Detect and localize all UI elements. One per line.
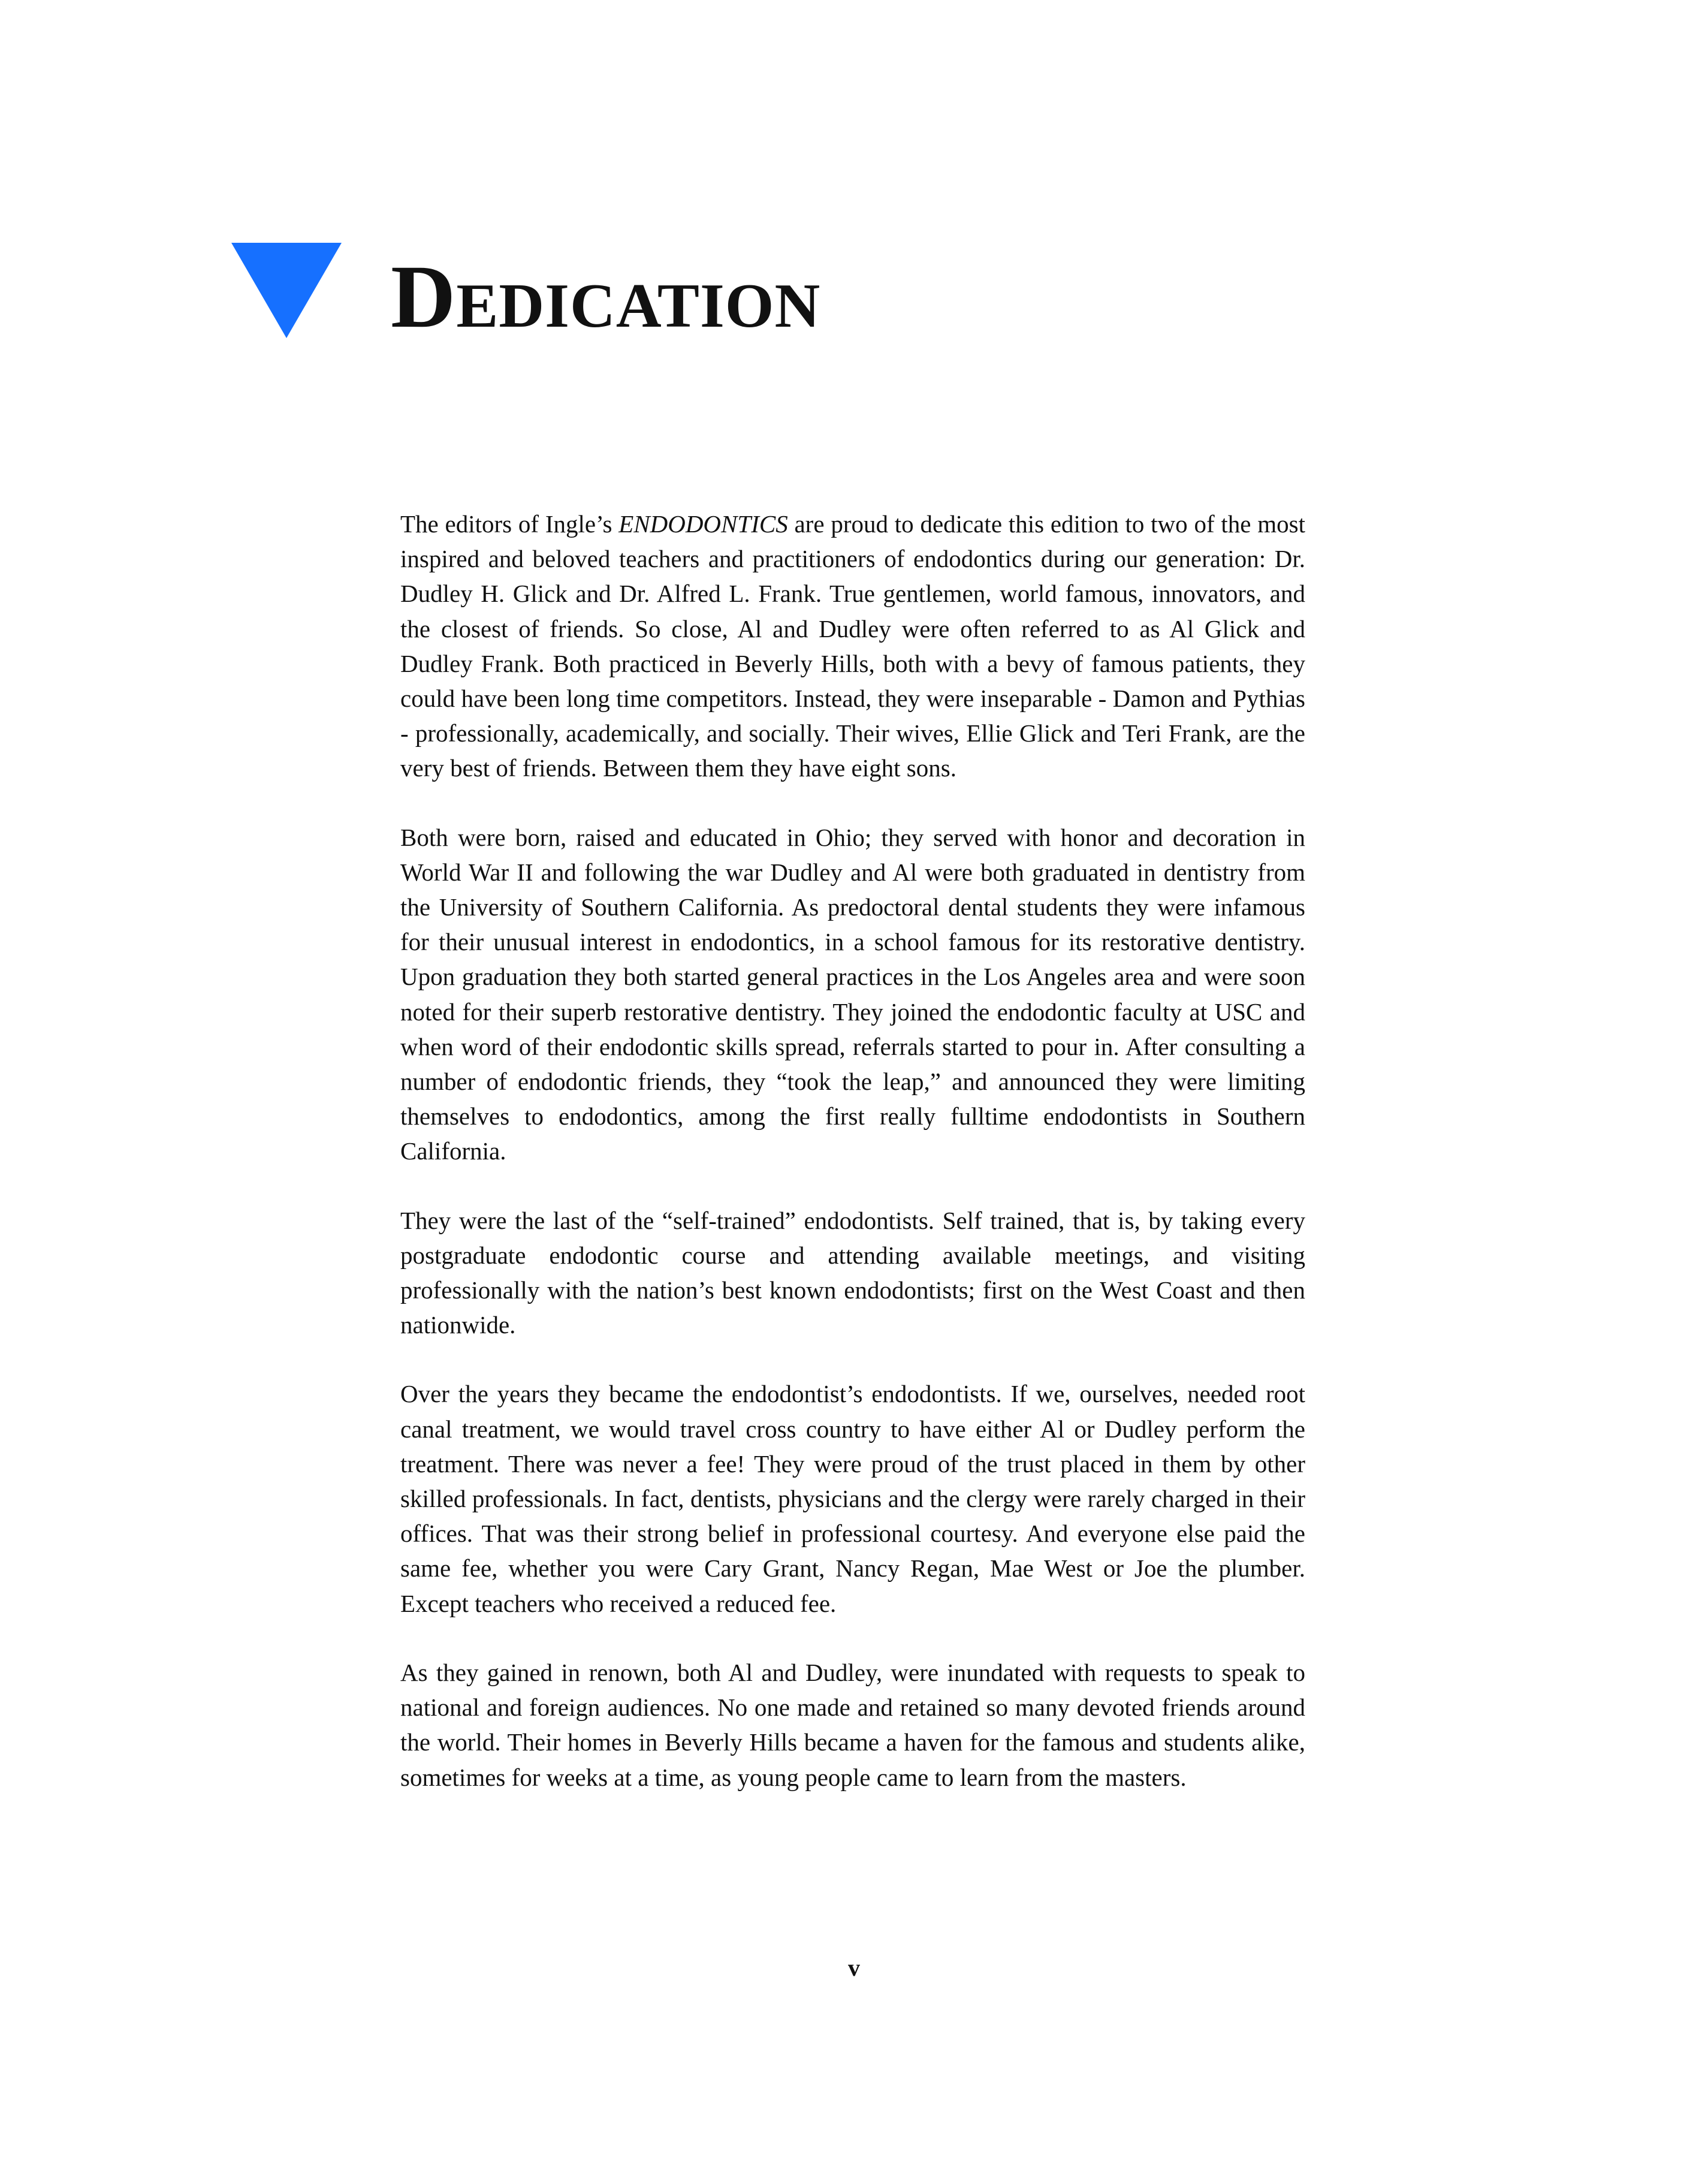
down-triangle-icon bbox=[231, 243, 342, 338]
page-title: Dedication bbox=[391, 247, 821, 346]
page-number: v bbox=[848, 1954, 860, 1981]
paragraph-1-rest: are proud to dedicate this edition to two of the most inspired and beloved teachers and practitioners of endodontics during our generation: Dr. Dudley H. Glick and Dr. Alfred L. Frank. True gentlemen, world famous, innovators, and the closest of friends. So close, Al and Dudley were often referred to as Al Glick and Dudley Frank. Both practiced in Beverly Hills, both with a bevy of famous patients, they could have been long time competitors. Instead, they were inseparable - Damon and Pythias - professionally, academically, and socially. Their wives, Ellie Glick and Teri Frank, are the very best of friends. Between them they have eight sons. bbox=[400, 510, 1305, 782]
page-header bbox=[0, 0, 1708, 420]
paragraph-5: As they gained in renown, both Al and Dudley, were inundated with requests to speak to national and foreign audiences. No one made and retained so many devoted friends around the world. Their homes in Beverly Hills became a haven for the famous and students alike, sometimes for weeks at a time, as young people came to learn from the masters. bbox=[400, 1658, 1305, 1791]
paragraph-3: They were the last of the “self-trained” endodontists. Self trained, that is, by taking every postgraduate endodontic course and attending available meetings, and visiting professionally with the nation’s best known endodontists; first on the West Coast and then nationwide. bbox=[400, 1206, 1305, 1339]
dedication-body bbox=[400, 507, 1305, 1829]
book-title-emphasis: ENDODONTICS bbox=[618, 510, 788, 538]
paragraph-1 bbox=[400, 507, 1305, 786]
paragraph-2: Both were born, raised and educated in Ohio; they served with honor and decoration in World War II and following the war Dudley and Al were both graduated in dentistry from the University of Southern California. As predoctoral dental students they were infamous for their unusual interest in endodontics, in a school famous for its restorative dentistry. Upon graduation they both started general practices in the Los Angeles area and were soon noted for their superb restorative dentistry. They joined the endodontic faculty at USC and when word of their endodontic skills spread, referrals started to pour in. After consulting a number of endodontic friends, they “took the leap,” and announced they were limiting themselves to endodontics, among the first really fulltime endodontists in Southern California. bbox=[400, 823, 1305, 1165]
paragraph-4: Over the years they became the endodontist’s endodontists. If we, ourselves, needed root canal treatment, we would travel cross country to have either Al or Dudley perform the treatment. There was never a fee! They were proud of the trust placed in them by other skilled professionals. In fact, dentists, physicians and the clergy were rarely charged in their offices. That was their strong belief in professional courtesy. And everyone else paid the same fee, whether you were Cary Grant, Nancy Regan, Mae West or Joe the plumber. Except teachers who received a reduced fee. bbox=[400, 1380, 1305, 1617]
paragraph-1-lead: The editors of Ingle’s bbox=[400, 510, 619, 538]
